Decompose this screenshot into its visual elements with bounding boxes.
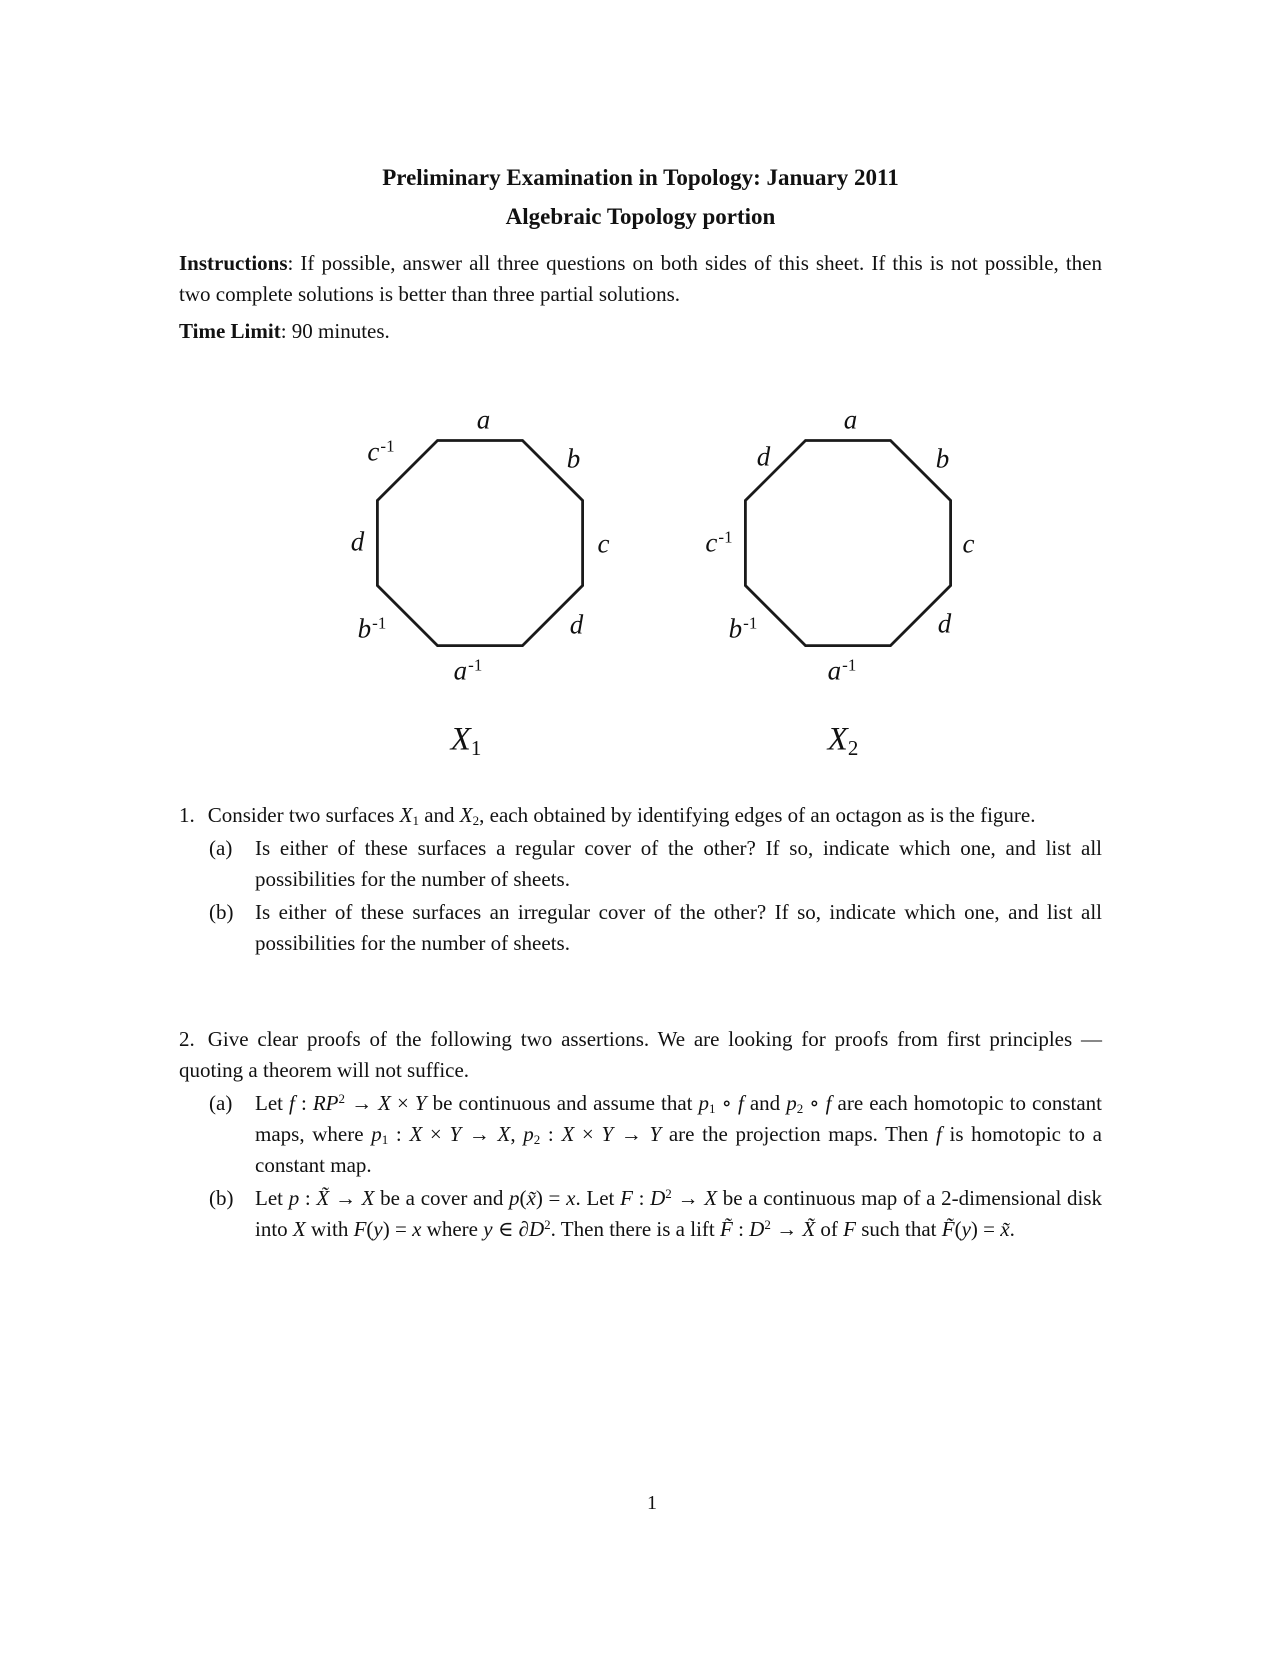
octagon2-edge-bottom: $a^{-1}$ xyxy=(827,655,857,686)
page-number: 1 xyxy=(647,1492,657,1514)
octagon1-edge-bottom-right: d xyxy=(569,609,584,640)
octagon1-edge-bottom-left: $b^{-1}$ xyxy=(357,613,387,644)
octagon2-shape xyxy=(733,428,963,658)
instructions-text: : If possible, answer all three questions on both sides of this sheet. If this is not possible, then two complete solutions is better than three partial solutions. xyxy=(179,251,1102,306)
octagon1-edge-top: a xyxy=(476,404,491,435)
question-2-intro-text: Give clear proofs of the following two assertions. We are looking for proofs from first principles — quoting a theorem will not suffice. xyxy=(179,1027,1102,1082)
question-1-item-a xyxy=(179,833,1102,895)
question-1-intro xyxy=(179,800,1102,831)
octagon1-shape xyxy=(365,428,595,658)
octagon1-edge-left: d xyxy=(350,526,365,557)
item-b-text: Let p : X̃ → X be a cover and p(x̃) = x. Let F : $D^2 \to X$ be a continuous map of a 2-dimensional disk into X with F(y) = x where y ∈ $\partial D^2$. Then there is a lift F̃ : $D^2$ → X̃ of F such that F̃(y) = x̃. xyxy=(255,1185,1103,1241)
octagon1-edge-top-right: b xyxy=(566,443,581,474)
octagon2-edge-top: a xyxy=(843,404,858,435)
question-2-number: 2. xyxy=(179,1027,195,1051)
octagon2-caption: $X_2$ xyxy=(827,721,859,760)
question-1-item-b xyxy=(179,897,1102,959)
page-title: Preliminary Examination in Topology: January 2011 xyxy=(382,165,899,190)
octagon2-edge-bottom-left: $b^{-1}$ xyxy=(728,613,758,644)
question-1-number: 1. xyxy=(179,803,195,827)
item-a-text: Is either of these surfaces a regular cover of the other? If so, indicate which one, and list all possibilities for the number of sheets. xyxy=(255,836,1102,891)
time-limit-text: : 90 minutes. xyxy=(280,319,390,343)
question-2-intro xyxy=(179,1024,1102,1086)
octagon1-caption: $X_1$ xyxy=(450,721,482,760)
document-header xyxy=(179,163,1102,232)
item-a-label: (a) xyxy=(209,836,233,860)
octagon2-edge-top-left: d xyxy=(756,441,771,472)
question-2 xyxy=(179,1024,1102,1245)
item-a-text: Let f : $RP^2 \to X \times Y$ be continuous and assume that $p_1$ ∘ f and $p_2$ ∘ f are each homotopic to constant maps, where $p_1$ : X × Y → X, $p_2$ : X × Y → Y are the projection maps. Then f is homotopic to a constant map. xyxy=(255,1090,1103,1177)
octagon2-edge-left: $c^{-1}$ xyxy=(705,527,733,558)
time-limit-paragraph xyxy=(179,316,1102,347)
question-1 xyxy=(179,800,1102,959)
instructions-label: Instructions xyxy=(179,251,288,275)
octagon1-edge-right: c xyxy=(597,528,610,559)
question-2-item-a xyxy=(179,1088,1102,1181)
item-b-text: Is either of these surfaces an irregular cover of the other? If so, indicate which one, and list all possibilities for the number of sheets. xyxy=(255,900,1102,955)
item-b-label: (b) xyxy=(209,1186,234,1210)
item-b-label: (b) xyxy=(209,900,234,924)
octagon2-edge-right: c xyxy=(962,528,975,559)
time-limit-label: Time Limit xyxy=(179,319,281,343)
octagon1-edge-top-left: $c^{-1}$ xyxy=(367,436,395,467)
item-a-label: (a) xyxy=(209,1091,233,1115)
octagon2-edge-top-right: b xyxy=(935,443,950,474)
page-subtitle: Algebraic Topology portion xyxy=(505,204,776,229)
octagon1-edge-bottom: $a^{-1}$ xyxy=(453,655,483,686)
question-1-intro-text: Consider two surfaces $X_1$ and $X_2$, each obtained by identifying edges of an octagon as is the figure. xyxy=(207,803,1036,828)
octagon2-edge-bottom-right: d xyxy=(937,608,952,639)
question-2-item-b xyxy=(179,1183,1102,1245)
instructions-paragraph xyxy=(179,248,1102,310)
